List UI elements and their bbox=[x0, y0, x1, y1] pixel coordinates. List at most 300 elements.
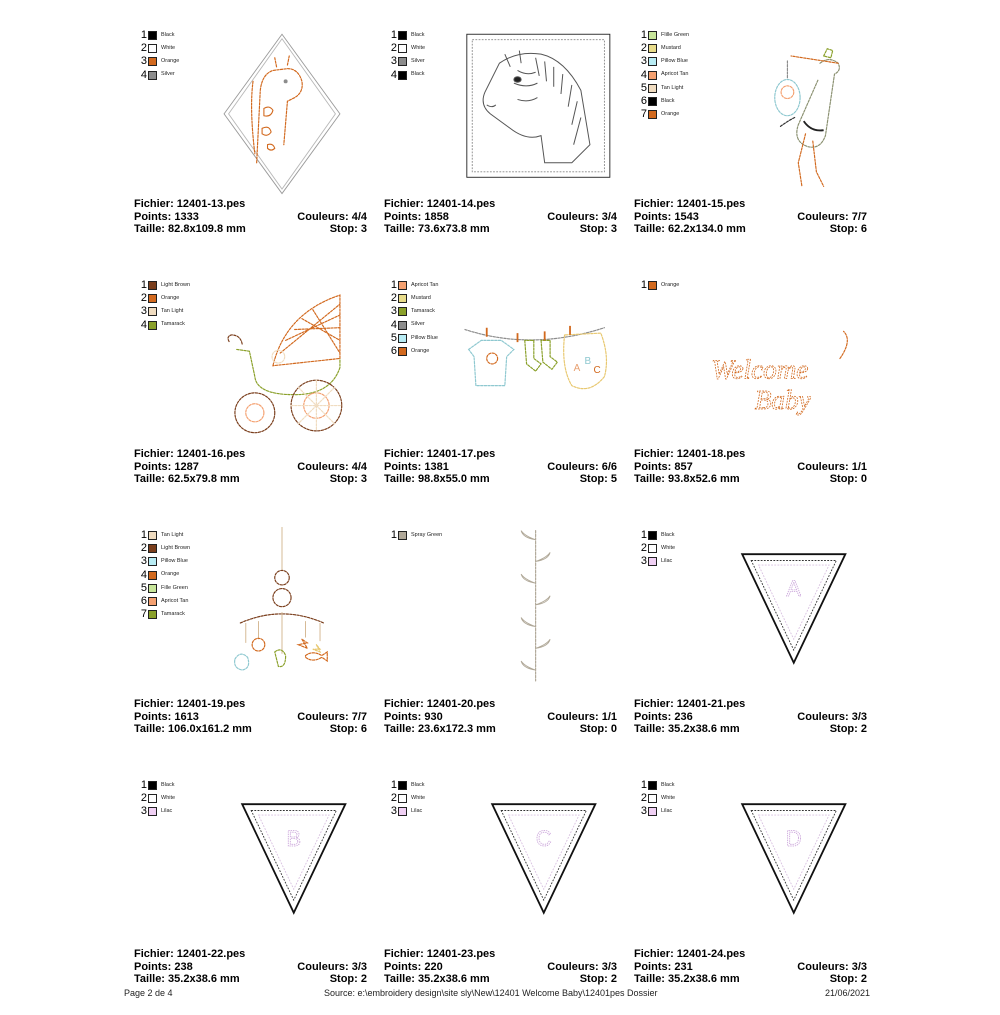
file-row bbox=[634, 948, 867, 961]
thread-number: 5 bbox=[140, 581, 147, 594]
points-label: Points: bbox=[384, 210, 422, 223]
thread-row bbox=[140, 55, 179, 68]
size-value: 35.2x38.6 mm bbox=[668, 973, 740, 985]
thread-color-list bbox=[390, 279, 438, 358]
thread-color-list bbox=[140, 529, 190, 621]
thread-number: 3 bbox=[640, 555, 647, 568]
design-card bbox=[634, 765, 874, 1015]
thread-number: 1 bbox=[390, 779, 397, 792]
design-preview bbox=[196, 27, 368, 199]
size-label: Taille: bbox=[634, 473, 665, 485]
file-row bbox=[134, 698, 367, 711]
thread-row bbox=[140, 608, 190, 621]
thread-swatch bbox=[148, 610, 157, 619]
size-row bbox=[634, 473, 867, 486]
design-card bbox=[384, 515, 624, 765]
thread-row bbox=[640, 555, 675, 568]
thread-name: Mustard bbox=[411, 295, 431, 302]
size-label: Taille: bbox=[134, 473, 165, 485]
file-name: 12401-15.pes bbox=[676, 198, 746, 210]
thread-row bbox=[140, 305, 190, 318]
thread-name: Black bbox=[661, 97, 675, 104]
colors-value: 1/1 bbox=[601, 710, 617, 723]
design-preview bbox=[696, 277, 868, 449]
thread-swatch bbox=[398, 794, 407, 803]
thread-swatch bbox=[148, 294, 157, 303]
thread-swatch bbox=[648, 57, 657, 66]
thread-row bbox=[640, 779, 675, 792]
thread-row bbox=[390, 69, 425, 82]
thread-swatch bbox=[648, 781, 657, 790]
stop-label: Stop: bbox=[829, 973, 858, 985]
stop-value: 3 bbox=[360, 473, 367, 485]
thread-swatch bbox=[148, 71, 157, 80]
colors-value: 3/3 bbox=[851, 710, 867, 723]
thread-swatch bbox=[398, 71, 407, 80]
pennant-figure bbox=[492, 804, 595, 913]
thread-name: White bbox=[411, 795, 426, 802]
thread-number: 1 bbox=[390, 529, 397, 542]
thread-row bbox=[640, 792, 675, 805]
clothesline-figure bbox=[465, 326, 606, 389]
thread-swatch bbox=[148, 597, 157, 606]
file-name: 12401-16.pes bbox=[176, 448, 246, 460]
stop-label: Stop: bbox=[579, 223, 608, 235]
thread-number: 1 bbox=[140, 29, 147, 42]
thread-name: Spray Green bbox=[411, 531, 443, 538]
colors-value: 4/4 bbox=[351, 210, 367, 223]
thread-number: 4 bbox=[390, 318, 397, 331]
thread-number: 1 bbox=[390, 279, 397, 292]
points-label: Points: bbox=[384, 710, 422, 723]
thread-name: White bbox=[161, 45, 176, 52]
size-value: 35.2x38.6 mm bbox=[418, 973, 490, 985]
thread-swatch bbox=[648, 281, 657, 290]
thread-number: 2 bbox=[390, 42, 397, 55]
design-preview bbox=[696, 27, 868, 199]
thread-swatch bbox=[148, 571, 157, 580]
colors-label: Couleurs: bbox=[547, 460, 599, 473]
thread-name: Light Brown bbox=[161, 545, 191, 552]
thread-number: 1 bbox=[640, 779, 647, 792]
design-preview bbox=[196, 777, 368, 949]
size-label: Taille: bbox=[384, 223, 415, 235]
thread-name: Lilac bbox=[161, 808, 173, 815]
colors-value: 6/6 bbox=[601, 460, 617, 473]
colors-label: Couleurs: bbox=[547, 210, 599, 223]
points-label: Points: bbox=[634, 710, 672, 723]
design-card bbox=[634, 15, 874, 265]
thread-name: White bbox=[661, 545, 676, 552]
thread-number: 2 bbox=[640, 42, 647, 55]
thread-name: Silver bbox=[411, 58, 425, 65]
points-row bbox=[634, 211, 867, 224]
thread-color-list bbox=[390, 529, 442, 542]
thread-swatch bbox=[648, 84, 657, 93]
stop-value: 3 bbox=[610, 223, 617, 235]
points-value: 220 bbox=[424, 960, 443, 973]
thread-name: Tan Light bbox=[161, 531, 184, 538]
thread-row bbox=[640, 108, 689, 121]
thread-number: 7 bbox=[640, 108, 647, 121]
points-label: Points: bbox=[134, 960, 172, 973]
thread-number: 1 bbox=[140, 279, 147, 292]
size-row bbox=[384, 723, 617, 736]
thread-row bbox=[390, 332, 438, 345]
thread-swatch bbox=[648, 31, 657, 40]
thread-swatch bbox=[648, 544, 657, 553]
thread-name: Black bbox=[411, 31, 425, 38]
size-row bbox=[384, 473, 617, 486]
pennant-letter: C bbox=[535, 825, 552, 851]
thread-row bbox=[140, 792, 175, 805]
colors-label: Couleurs: bbox=[297, 460, 349, 473]
size-row bbox=[134, 973, 367, 986]
thread-name: Flille Green bbox=[661, 31, 690, 38]
thread-swatch bbox=[398, 57, 407, 66]
thread-name: Apricot Tan bbox=[161, 597, 189, 604]
thread-number: 1 bbox=[140, 779, 147, 792]
points-label: Points: bbox=[134, 210, 172, 223]
thread-row bbox=[390, 292, 438, 305]
stop-value: 2 bbox=[360, 973, 367, 985]
design-info bbox=[134, 448, 367, 486]
size-row bbox=[634, 223, 867, 236]
thread-row bbox=[390, 779, 425, 792]
thread-swatch bbox=[398, 334, 407, 343]
design-card bbox=[134, 765, 374, 1015]
points-label: Points: bbox=[384, 960, 422, 973]
thread-name: Pillow Blue bbox=[161, 558, 188, 565]
thread-color-list bbox=[640, 279, 679, 292]
thread-name: Orange bbox=[161, 295, 180, 302]
file-name: 12401-14.pes bbox=[426, 198, 496, 210]
thread-swatch bbox=[648, 807, 657, 816]
colors-value: 3/4 bbox=[601, 210, 617, 223]
thread-swatch bbox=[648, 71, 657, 80]
file-row bbox=[384, 448, 617, 461]
colors-label: Couleurs: bbox=[797, 460, 849, 473]
design-info bbox=[634, 948, 867, 986]
points-value: 930 bbox=[424, 710, 443, 723]
size-value: 62.2x134.0 mm bbox=[668, 223, 746, 235]
thread-row bbox=[640, 95, 689, 108]
pennant-figure bbox=[742, 804, 845, 913]
stop-value: 5 bbox=[610, 473, 617, 485]
thread-row bbox=[390, 319, 438, 332]
thread-name: Black bbox=[161, 781, 175, 788]
file-name: 12401-23.pes bbox=[426, 948, 496, 960]
thread-number: 3 bbox=[390, 805, 397, 818]
colors-value: 3/3 bbox=[601, 960, 617, 973]
size-label: Taille: bbox=[134, 723, 165, 735]
thread-row bbox=[140, 42, 179, 55]
size-label: Taille: bbox=[384, 473, 415, 485]
thread-row bbox=[640, 55, 689, 68]
thread-name: Apricot Tan bbox=[411, 281, 439, 288]
thread-number: 3 bbox=[390, 305, 397, 318]
thread-swatch bbox=[648, 557, 657, 566]
thread-swatch bbox=[148, 557, 157, 566]
design-preview bbox=[446, 527, 618, 699]
design-preview bbox=[696, 527, 868, 699]
file-label: Fichier: bbox=[634, 698, 674, 710]
thread-row bbox=[640, 42, 689, 55]
thread-name: White bbox=[411, 45, 426, 52]
thread-name: Tan Light bbox=[661, 84, 684, 91]
thread-swatch bbox=[398, 531, 407, 540]
thread-swatch bbox=[398, 321, 407, 330]
thread-swatch bbox=[148, 44, 157, 53]
file-label: Fichier: bbox=[384, 948, 424, 960]
size-value: 73.6x73.8 mm bbox=[418, 223, 490, 235]
welcome-baby-lettering bbox=[711, 331, 847, 415]
thread-swatch bbox=[148, 584, 157, 593]
thread-swatch bbox=[398, 307, 407, 316]
points-row bbox=[134, 461, 367, 474]
thread-color-list bbox=[640, 779, 675, 819]
file-label: Fichier: bbox=[134, 448, 174, 460]
file-name: 12401-24.pes bbox=[676, 948, 746, 960]
thread-name: Black bbox=[661, 531, 675, 538]
thread-row bbox=[140, 292, 190, 305]
thread-swatch bbox=[148, 31, 157, 40]
design-info bbox=[634, 698, 867, 736]
design-preview bbox=[196, 277, 368, 449]
thread-row bbox=[140, 595, 190, 608]
file-label: Fichier: bbox=[634, 448, 674, 460]
file-label: Fichier: bbox=[134, 948, 174, 960]
thread-name: Tamarack bbox=[161, 321, 185, 328]
stop-label: Stop: bbox=[329, 723, 358, 735]
thread-number: 3 bbox=[140, 55, 147, 68]
size-value: 82.8x109.8 mm bbox=[168, 223, 246, 235]
pennant-figure bbox=[242, 804, 345, 913]
points-label: Points: bbox=[134, 710, 172, 723]
design-card bbox=[384, 765, 624, 1015]
thread-name: Apricot Tan bbox=[661, 71, 689, 78]
thread-color-list bbox=[140, 279, 190, 332]
thread-row bbox=[390, 42, 425, 55]
size-label: Taille: bbox=[134, 973, 165, 985]
design-info bbox=[384, 448, 617, 486]
colors-value: 1/1 bbox=[851, 460, 867, 473]
colors-value: 3/3 bbox=[351, 960, 367, 973]
thread-number: 2 bbox=[140, 792, 147, 805]
thread-swatch bbox=[398, 294, 407, 303]
design-card bbox=[134, 15, 374, 265]
colors-label: Couleurs: bbox=[297, 210, 349, 223]
thread-name: Orange bbox=[161, 571, 180, 578]
points-row bbox=[384, 211, 617, 224]
design-preview bbox=[696, 777, 868, 949]
design-preview bbox=[446, 27, 618, 199]
points-row bbox=[134, 211, 367, 224]
design-info bbox=[634, 198, 867, 236]
size-label: Taille: bbox=[384, 973, 415, 985]
thread-number: 3 bbox=[140, 805, 147, 818]
pennant-letter: A bbox=[786, 575, 802, 601]
pennant-letter: D bbox=[785, 825, 802, 851]
design-info bbox=[384, 948, 617, 986]
design-info bbox=[634, 448, 867, 486]
thread-row bbox=[640, 29, 689, 42]
thread-swatch bbox=[648, 44, 657, 53]
file-name: 12401-18.pes bbox=[676, 448, 746, 460]
art-word-2: Baby bbox=[754, 385, 811, 416]
stop-value: 3 bbox=[360, 223, 367, 235]
thread-name: Tamarack bbox=[411, 308, 435, 315]
design-card bbox=[134, 265, 374, 515]
thread-name: Lilac bbox=[411, 808, 423, 815]
size-row bbox=[384, 973, 617, 986]
thread-name: Tamarack bbox=[161, 610, 185, 617]
svg-text:B: B bbox=[584, 355, 592, 367]
thread-name: Lilac bbox=[661, 558, 673, 565]
thread-swatch bbox=[648, 794, 657, 803]
thread-name: Fille Green bbox=[161, 584, 188, 591]
pram-figure bbox=[228, 295, 342, 433]
points-value: 1613 bbox=[174, 710, 199, 723]
thread-row bbox=[640, 542, 675, 555]
design-info bbox=[134, 198, 367, 236]
size-value: 98.8x55.0 mm bbox=[418, 473, 490, 485]
thread-name: Orange bbox=[661, 281, 680, 288]
thread-swatch bbox=[148, 57, 157, 66]
zebra-figure bbox=[483, 51, 590, 163]
colors-label: Couleurs: bbox=[797, 210, 849, 223]
design-info bbox=[134, 948, 367, 986]
colors-label: Couleurs: bbox=[797, 710, 849, 723]
thread-number: 2 bbox=[390, 792, 397, 805]
design-preview bbox=[446, 777, 618, 949]
file-label: Fichier: bbox=[134, 698, 174, 710]
points-row bbox=[634, 711, 867, 724]
thread-number: 2 bbox=[140, 42, 147, 55]
thread-number: 2 bbox=[140, 542, 147, 555]
points-value: 857 bbox=[674, 460, 693, 473]
thread-color-list bbox=[390, 779, 425, 819]
thread-number: 2 bbox=[140, 292, 147, 305]
thread-number: 3 bbox=[140, 305, 147, 318]
points-row bbox=[384, 461, 617, 474]
size-value: 35.2x38.6 mm bbox=[668, 723, 740, 735]
colors-label: Couleurs: bbox=[297, 960, 349, 973]
size-row bbox=[134, 723, 367, 736]
thread-number: 4 bbox=[390, 68, 397, 81]
thread-swatch bbox=[648, 531, 657, 540]
file-label: Fichier: bbox=[384, 198, 424, 210]
stop-value: 0 bbox=[610, 723, 617, 735]
thread-row bbox=[390, 29, 425, 42]
stop-value: 0 bbox=[860, 473, 867, 485]
thread-name: Orange bbox=[161, 58, 180, 65]
thread-row bbox=[140, 529, 190, 542]
points-label: Points: bbox=[634, 460, 672, 473]
thread-swatch bbox=[398, 781, 407, 790]
size-value: 93.8x52.6 mm bbox=[668, 473, 740, 485]
colors-value: 4/4 bbox=[351, 460, 367, 473]
thread-swatch bbox=[398, 347, 407, 356]
thread-number: 1 bbox=[140, 529, 147, 542]
size-value: 106.0x161.2 mm bbox=[168, 723, 252, 735]
page-number: Page 2 de 4 bbox=[124, 988, 173, 998]
thread-name: Orange bbox=[411, 347, 430, 354]
design-preview bbox=[196, 527, 368, 699]
size-label: Taille: bbox=[634, 973, 665, 985]
points-value: 1858 bbox=[424, 210, 449, 223]
file-label: Fichier: bbox=[384, 698, 424, 710]
thread-row bbox=[390, 792, 425, 805]
design-card bbox=[134, 515, 374, 765]
colors-value: 3/3 bbox=[851, 960, 867, 973]
thread-color-list bbox=[140, 29, 179, 82]
stop-value: 2 bbox=[860, 723, 867, 735]
thread-swatch bbox=[148, 281, 157, 290]
stop-label: Stop: bbox=[579, 973, 608, 985]
thread-row bbox=[390, 529, 442, 542]
thread-name: Mustard bbox=[661, 45, 681, 52]
file-row bbox=[384, 198, 617, 211]
colors-label: Couleurs: bbox=[547, 960, 599, 973]
thread-number: 5 bbox=[390, 331, 397, 344]
print-date: 21/06/2021 bbox=[825, 988, 871, 998]
size-label: Taille: bbox=[634, 723, 665, 735]
points-label: Points: bbox=[384, 460, 422, 473]
thread-swatch bbox=[648, 110, 657, 119]
svg-text:A: A bbox=[573, 363, 581, 375]
file-row bbox=[634, 448, 867, 461]
stop-label: Stop: bbox=[579, 723, 608, 735]
thread-row bbox=[140, 779, 175, 792]
size-value: 23.6x172.3 mm bbox=[418, 723, 496, 735]
thread-row bbox=[140, 569, 190, 582]
thread-name: Black bbox=[411, 71, 425, 78]
size-row bbox=[634, 723, 867, 736]
thread-number: 2 bbox=[390, 292, 397, 305]
stop-value: 6 bbox=[860, 223, 867, 235]
points-row bbox=[134, 711, 367, 724]
file-name: 12401-17.pes bbox=[426, 448, 496, 460]
points-value: 1543 bbox=[674, 210, 699, 223]
thread-number: 6 bbox=[640, 95, 647, 108]
file-label: Fichier: bbox=[384, 448, 424, 460]
thread-number: 2 bbox=[640, 792, 647, 805]
thread-swatch bbox=[648, 97, 657, 106]
size-label: Taille: bbox=[634, 223, 665, 235]
thread-row bbox=[390, 305, 438, 318]
thread-row bbox=[640, 279, 679, 292]
thread-name: Orange bbox=[661, 110, 680, 117]
thread-row bbox=[390, 55, 425, 68]
design-card bbox=[384, 265, 624, 515]
points-value: 238 bbox=[174, 960, 193, 973]
file-name: 12401-21.pes bbox=[676, 698, 746, 710]
thread-name: White bbox=[161, 795, 176, 802]
file-name: 12401-13.pes bbox=[176, 198, 246, 210]
thread-swatch bbox=[148, 781, 157, 790]
thread-swatch bbox=[398, 44, 407, 53]
file-row bbox=[384, 698, 617, 711]
file-row bbox=[634, 198, 867, 211]
thread-swatch bbox=[398, 31, 407, 40]
thread-color-list bbox=[140, 779, 175, 819]
thread-row bbox=[140, 542, 190, 555]
thread-name: White bbox=[661, 795, 676, 802]
points-row bbox=[634, 961, 867, 974]
thread-swatch bbox=[398, 807, 407, 816]
thread-number: 3 bbox=[390, 55, 397, 68]
